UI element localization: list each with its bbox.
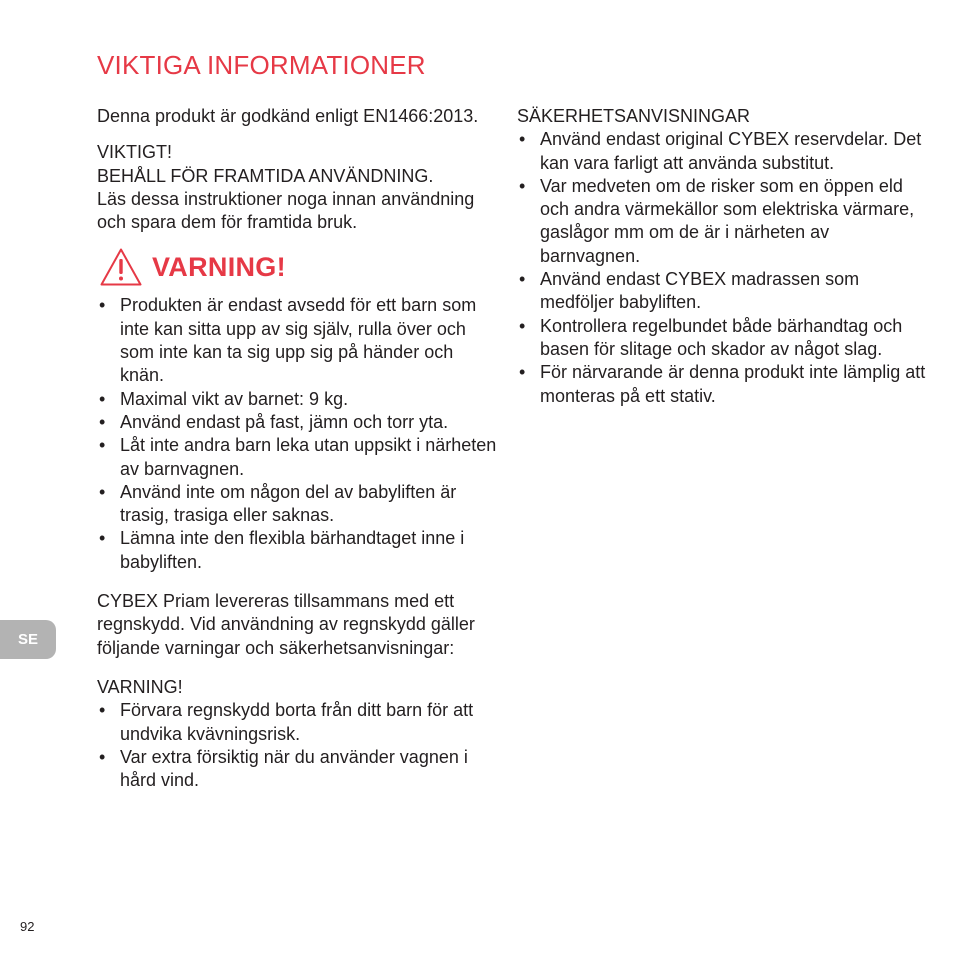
list-item: • Var medveten om de risker som en öppen eld och andra värmekällor som elektriska värmare, gaslågor mm om de är i närheten av barnvagnen. <box>517 175 927 268</box>
page-number: 92 <box>20 919 35 934</box>
safety-list <box>517 128 927 408</box>
keep-heading: BEHÅLL FÖR FRAMTIDA ANVÄNDNING. <box>97 165 434 186</box>
safety-heading: SÄKERHETSANVISNINGAR <box>517 106 751 126</box>
raincover-text: CYBEX Priam levereras tillsammans med ett regnskydd. Vid användning av regnskydd gäller följande varningar och säkerhetsanvisningar: <box>97 591 475 658</box>
list-item: • Använd endast CYBEX madrassen som medföljer babyliften. <box>517 268 927 315</box>
raincover-warning-heading: VARNING! <box>97 676 183 697</box>
list-item: • Använd endast original CYBEX reservdelar. Det kan vara farligt att använda substitut. <box>517 128 927 175</box>
list-item: • För närvarande är denna produkt inte lämplig att monteras på ett stativ. <box>517 361 927 408</box>
list-item: • Lämna inte den flexibla bärhandtaget inne i babyliften. <box>97 527 497 574</box>
list-item: • Produkten är endast avsedd för ett barn som inte kan sitta upp av sig själv, rulla över och som inte kan ta sig upp sig på händer och knän. <box>97 294 497 387</box>
left-column <box>97 105 497 792</box>
list-item: • Använd endast på fast, jämn och torr yta. <box>97 411 497 434</box>
warning-list <box>97 294 497 574</box>
language-tab: SE <box>0 620 56 659</box>
warning-triangle-icon <box>99 247 143 287</box>
list-item: • Var extra försiktig när du använder vagnen i hård vind. <box>97 746 497 793</box>
page-title: VIKTIGA INFORMATIONER <box>97 50 426 80</box>
warning-header <box>97 244 497 290</box>
list-item: • Maximal vikt av barnet: 9 kg. <box>97 388 497 411</box>
important-heading: VIKTIGT! <box>97 142 173 163</box>
intro-text: Denna produkt är godkänd enligt EN1466:2013. <box>97 106 479 126</box>
list-item: • Kontrollera regelbundet både bärhandtag och basen för slitage och skador av något slag. <box>517 315 927 362</box>
list-item: • Använd inte om någon del av babyliften är trasig, trasiga eller saknas. <box>97 481 497 528</box>
warning-title: VARNING! <box>152 251 286 282</box>
list-item: • Låt inte andra barn leka utan uppsikt i närheten av barnvagnen. <box>97 434 497 481</box>
keep-text: Läs dessa instruktioner noga innan användning och spara dem för framtida bruk. <box>97 188 475 233</box>
right-column <box>517 105 927 408</box>
list-item: • Förvara regnskydd borta från ditt barn för att undvika kvävningsrisk. <box>97 699 497 746</box>
raincover-warning-list <box>97 699 497 792</box>
